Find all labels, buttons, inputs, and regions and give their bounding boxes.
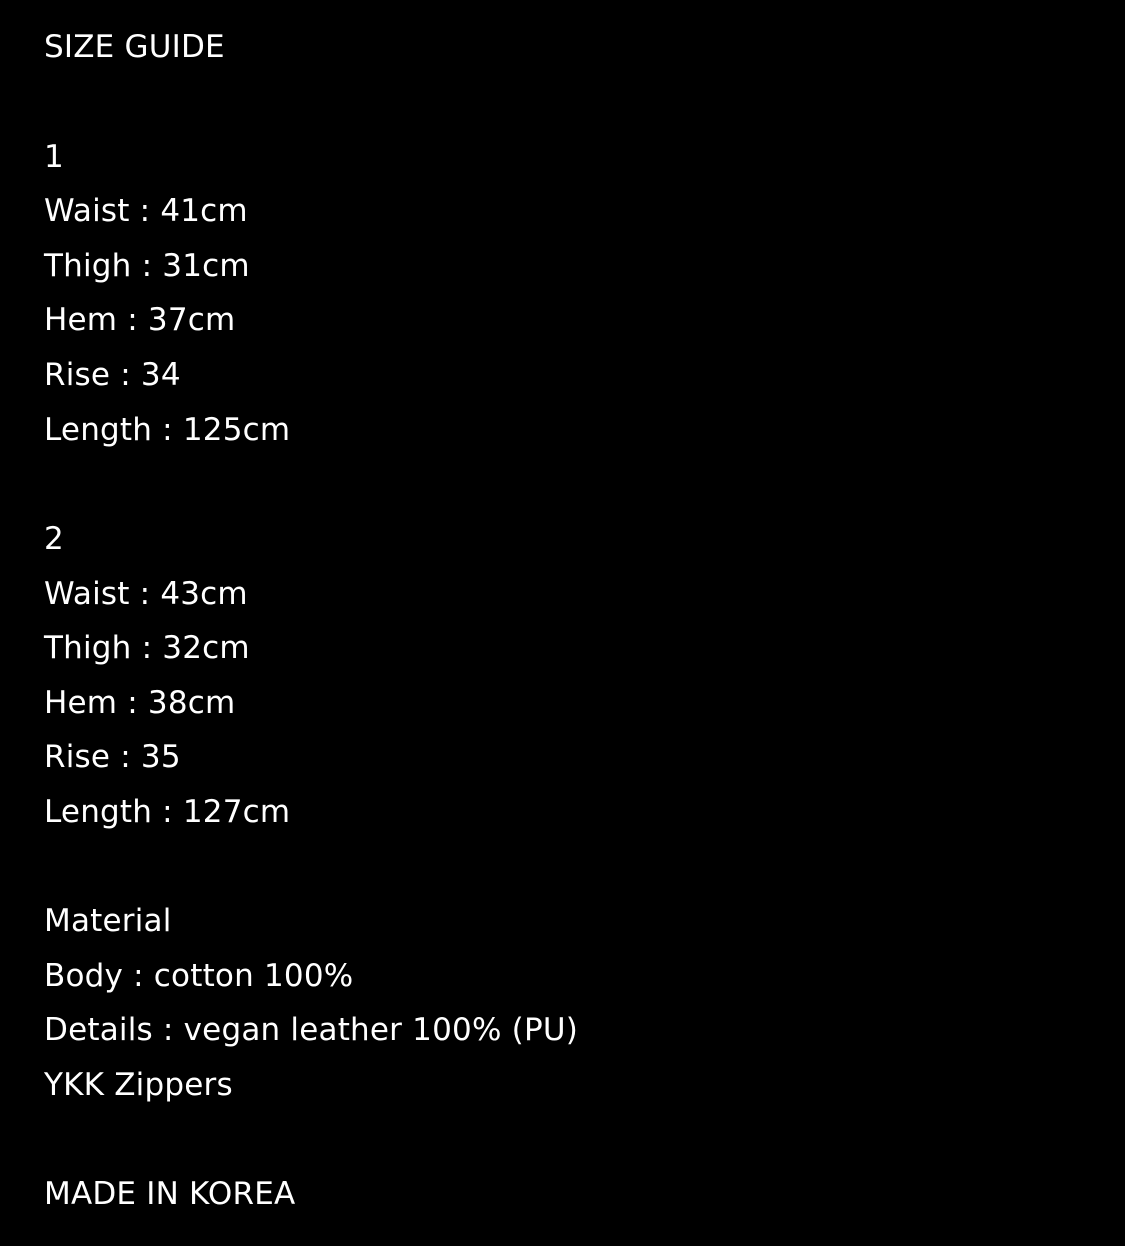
page-title: SIZE GUIDE	[44, 29, 225, 65]
size-2-waist: Waist : 43cm	[44, 576, 248, 612]
material-zippers: YKK Zippers	[44, 1067, 233, 1103]
material-details: Details : vegan leather 100% (PU)	[44, 1012, 579, 1048]
size-1-length: Length : 125cm	[44, 412, 291, 448]
size-1-hem: Hem : 37cm	[44, 302, 236, 338]
origin-label: MADE IN KOREA	[44, 1176, 296, 1212]
size-2-rise: Rise : 35	[44, 739, 181, 775]
size-1-rise: Rise : 34	[44, 357, 181, 393]
size-2-hem: Hem : 38cm	[44, 685, 236, 721]
material-heading: Material	[44, 903, 172, 939]
size-1-waist: Waist : 41cm	[44, 193, 248, 229]
size-1-thigh: Thigh : 31cm	[44, 248, 250, 284]
size-2-thigh: Thigh : 32cm	[44, 630, 250, 666]
size-2-label: 2	[44, 521, 64, 557]
material-body: Body : cotton 100%	[44, 958, 354, 994]
size-1-label: 1	[44, 139, 64, 175]
size-2-length: Length : 127cm	[44, 794, 291, 830]
